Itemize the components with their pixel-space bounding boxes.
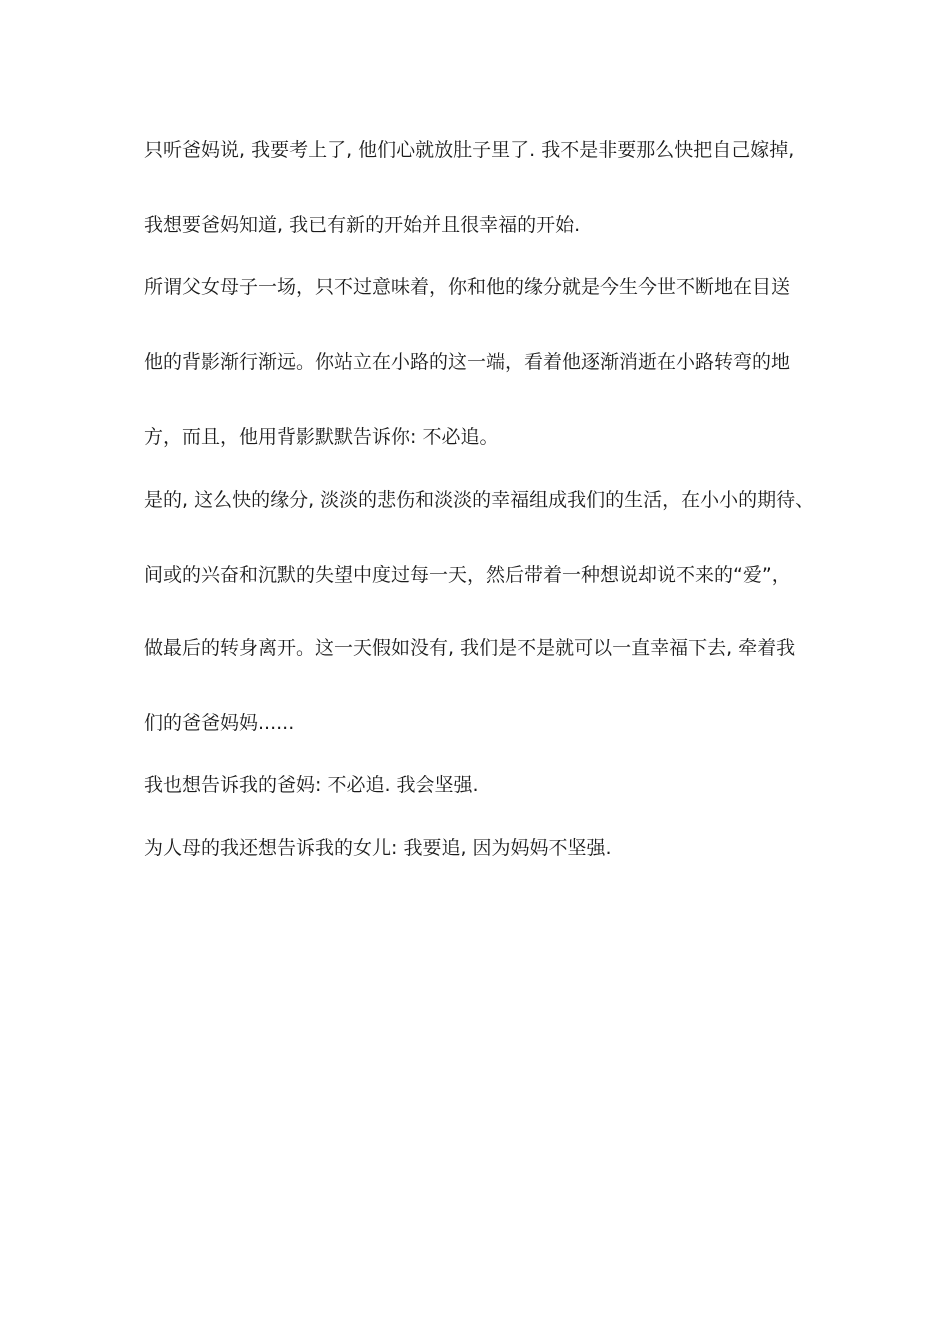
text-line-9: 们的爸爸妈妈......: [144, 712, 295, 734]
text-line-4: 他的背影渐行渐远。你站立在小路的这一端，看着他逐渐消逝在小路转弯的地: [144, 351, 791, 373]
text-line-11: 为人母的我还想告诉我的女儿: 我要追, 因为妈妈不坚强.: [144, 837, 612, 859]
text-line-6: 是的, 这么快的缘分, 淡淡的悲伤和淡淡的幸福组成我们的生活，在小小的期待、: [144, 489, 815, 511]
text-line-10: 我也想告诉我的爸妈: 不必追. 我会坚强.: [144, 774, 479, 796]
text-line-5: 方，而且，他用背影默默告诉你: 不必追。: [144, 426, 499, 448]
text-line-1: 只听爸妈说, 我要考上了, 他们心就放肚子里了. 我不是非要那么快把自己嫁掉,: [144, 139, 795, 161]
text-line-7: 间或的兴奋和沉默的失望中度过每一天，然后带着一种想说却说不来的“爱”，: [144, 564, 791, 586]
text-line-8: 做最后的转身离开。这一天假如没有, 我们是不是就可以一直幸福下去, 牵着我: [144, 637, 796, 659]
text-line-3: 所谓父女母子一场，只不过意味着，你和他的缘分就是今生今世不断地在目送: [144, 276, 791, 298]
text-line-2: 我想要爸妈知道, 我已有新的开始并且很幸福的开始.: [144, 214, 581, 236]
